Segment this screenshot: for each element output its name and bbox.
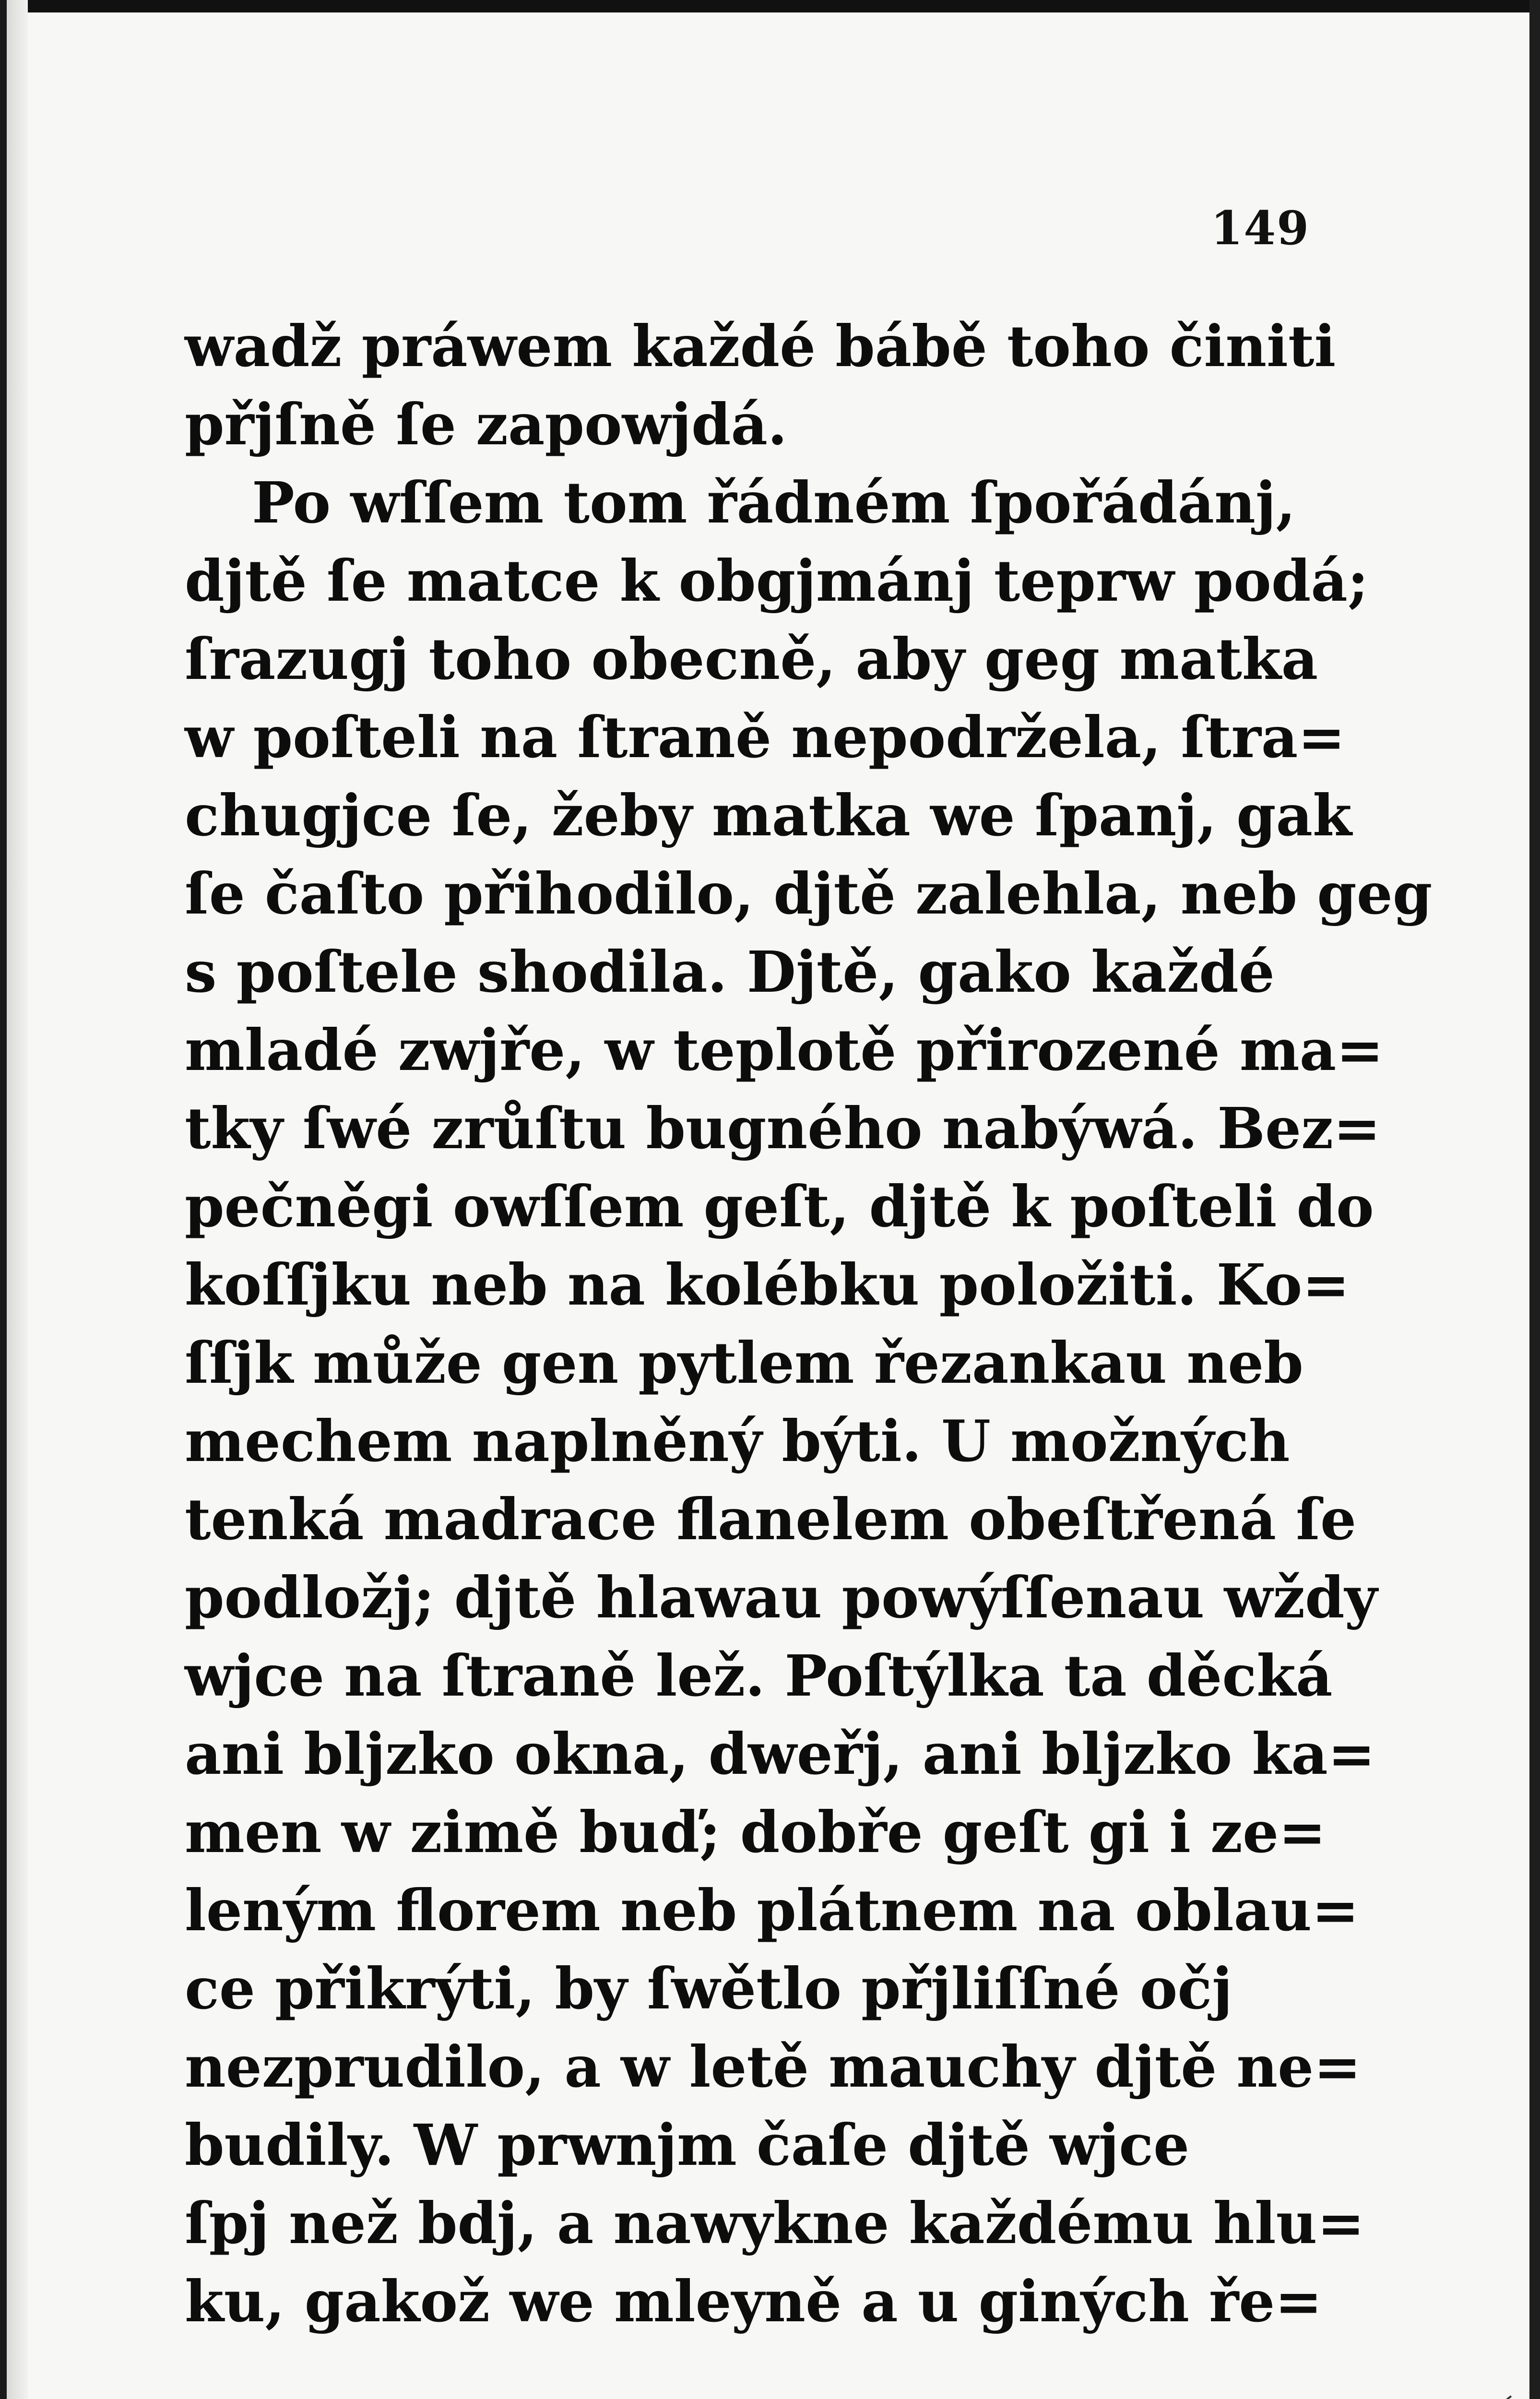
text-line: nezprudilo, a w letě mauchy djtě ne= — [185, 2033, 1362, 2100]
text-line: ſſjk může gen pytlem řezankau neb — [185, 1330, 1303, 1396]
text-line: budily. W prwnjm čaſe djtě wjce — [185, 2112, 1190, 2178]
text-line: pečněgi owſſem geſt, djtě k poſteli do — [185, 1173, 1374, 1240]
text-line: tky ſwé zrůſtu bugného nabýwá. Bez= — [185, 1095, 1381, 1162]
text-line: w poſteli na ſtraně nepodržela, ſtra= — [185, 704, 1346, 771]
text-line: wadž práwem každé bábě toho činiti — [185, 313, 1336, 380]
text-line: chugjce ſe, žeby matka we ſpanj, gak — [185, 782, 1352, 849]
text-line: s poſtele shodila. Djtě, gako každé — [185, 938, 1275, 1005]
text-line: leným florem neb plátnem na oblau= — [185, 1877, 1359, 1944]
text-line: ſe čaſto přihodilo, djtě zalehla, neb geg — [185, 860, 1433, 927]
page-top-edge — [0, 0, 1540, 12]
text-line: ſpj než bdj, a nawykne každému hlu= — [185, 2190, 1365, 2256]
text-line: ſrazugj toho obecně, aby geg matka — [185, 626, 1318, 692]
text-line: ani blјzko okna, dweřj, ani blјzko ka= — [185, 1721, 1375, 1787]
text-line: ce přikrýti, by ſwětlo přjliſſné očj — [185, 1955, 1232, 2022]
text-line: koſſjku neb na kolébku položiti. Ko= — [185, 1251, 1350, 1318]
text-line: přjſně ſe zapowjdá. — [185, 391, 787, 458]
body-text — [185, 307, 1433, 2340]
text-line: wjce na ſtraně lež. Poſtýlka ta děcká — [185, 1642, 1333, 1709]
text-line: mechem naplněný býti. U možných — [185, 1408, 1290, 1474]
page-binding-edge — [0, 0, 28, 2399]
text-line: Po wſſem tom řádném ſpořádánj, — [252, 469, 1296, 536]
text-line: mladé zwjře, w teplotě přirozené ma= — [185, 1017, 1384, 1083]
page-right-edge — [1529, 0, 1540, 2399]
page-corner-curl — [1444, 2391, 1511, 2399]
text-line: men w zimě buď; dobře geſt gi i ze= — [185, 1799, 1327, 1865]
page-number: 149 — [1210, 201, 1310, 255]
text-line: ku, gakož we mleyně a u giných ře= — [185, 2268, 1323, 2335]
text-line: podložj; djtě hlawau powýſſenau wždy — [185, 1564, 1378, 1631]
text-line: djtě ſe matce k obgjmánj teprw podá; — [185, 547, 1369, 614]
text-line: tenká madrace flanelem obeſtřená ſe — [185, 1486, 1357, 1553]
